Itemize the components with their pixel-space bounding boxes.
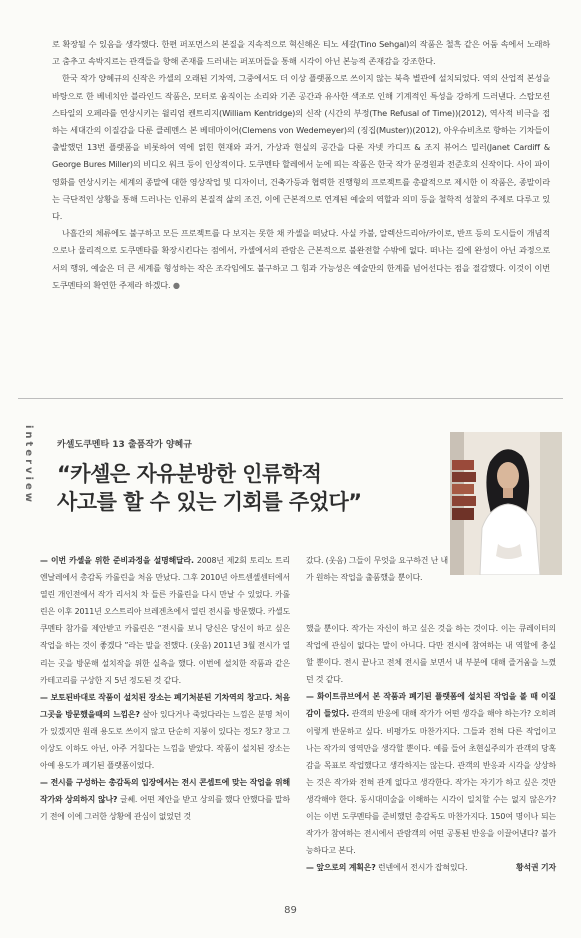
qa-item — [306, 688, 556, 859]
question: — 앞으로의 계획은? — [306, 863, 376, 873]
byline: 황석권 기자 — [516, 863, 556, 873]
question: — 이번 카셀을 위한 준비과정을 설명해달라. — [40, 556, 194, 565]
paragraph-text: 나흘간의 체류에도 불구하고 모든 프로젝트를 다 보지는 못한 채 카셀을 떠났다. 사실 카불, 알렉산드리아/카이로, 반프 등의 도시들이 개념적으로나 물리적으로 도쿠멘타를 확장시킨다는 점에서, 카셀에서의 관람은 근본적으로 불완전할 수밖에 없다. 떠나는 길에 완성이 아닌 과정으로서의 행위, 예술은 더 큰 세계를 형성하는 작은 조각임에도 불구하고 그 힘과 가능성은 예술만의 한계를 넘어선다는 점을 절감했다. 이것이 이번 도쿠멘타의 확연한 주제라 하겠다. — [52, 228, 550, 290]
interview-column-right-top — [306, 552, 448, 586]
end-mark: ● — [172, 279, 180, 290]
answer: 런넨에서 전시가 잡혀있다. — [375, 863, 468, 873]
qa-item — [40, 774, 290, 825]
paragraph: 한국 작가 양혜규의 신작은 카셀의 오래된 기차역, 그중에서도 더 이상 플랫폼으로 쓰이지 않는 북측 별관에 설치되었다. 역의 산업적 본성을 바탕으로 한 베네치안 블라인드 작품은, 모터로 움직이는 소리와 기존 공간과 유사한 색조로 인해 기계적인 특성을 강하게 드러낸다. 스탑모션 스타일의 오페라를 연상시키는 윌리엄 켄트리지(William Kentridge)의 신작 (시간의 부정(The Refusal of Time))(2012), 역사적 비극을 접하는 세대간의 이질감을 다룬 클레멘스 본 베데마이어(Clemens von Wedemeyer)의 (징집(Muster))(2012), 아우슈비츠로 향하는 기차들이 출발했던 13번 플랫폼을 비롯하여 역에 얽힌 현재와 과거, 가상과 현실의 공간을 다룬 자넷 카디프 & 조지 뷰어스 밀러(Janet Cardiff & George Bures Miller)의 비디오 워크 등이 인상적이다. 도쿠멘타 할레에서 눈에 띄는 작품은 한국 작가 문경원과 전준호의 신작이다. 사이 파이 영화를 연상시키는 세계의 종말에 대한 영상작업 및 디자이너, 건축가등과 협력한 진행형의 프로젝트를 총괄적으로 제시한 이 작품은, 종말이라는 극단적인 상황을 통해 드러나는 인류의 본질적 삶의 조건, 이에 근본적으로 연계된 예술의 역할과 의미 등을 철학적 성찰의 주제로 다루고 있다. — [52, 73, 550, 222]
headline-line: “카셀은 자유분방한 인류학적 — [57, 462, 322, 486]
answer: 글쎄. 어떤 제안을 받고 상의를 했다 안했다를 말하기 전에 이에 그러한 상황에 관심이 없었던 것 — [40, 795, 290, 822]
artist-portrait-photo — [450, 432, 562, 575]
section-label: interview — [23, 425, 34, 506]
answer: 관객의 반응에 대해 작가가 어떤 생각을 해야 하는가? 오히려 이렇게 반문하고 싶다. 비평가도 마찬가지다. 그들과 전혀 다른 작업이고 나는 작가의 영역만을 생각할 뿐이다. 예를 들어 초현실주의가 관객의 당혹감을 목표로 작업했다고 생각하지는 않는다. 관객의 반응과 시각을 상상하는 것은 작가와 전혀 관계 없다고 생각한다. 작가는 자기가 하고 싶은 것만 생각해야 한다. 동시대미술을 이해하는 시각이 일치할 수는 없지 않은가? 이는 이번 도쿠멘타를 준비했던 총감독도 마찬가지다. 150여 명이나 되는 작가가 참여하는 전시에서 관람객의 어떤 공통된 반응을 이끌어낸다? 불가능하다고 본다. — [306, 709, 556, 856]
article-body-top — [52, 36, 550, 294]
answer-continued: 했을 뿐이다. 작가는 자신이 하고 싶은 것을 하는 것이다. 이는 큐레이터의 작업에 관심이 없다는 말이 아니다. 다만 전시에 참여하는 내 역할에 충실할 뿐이다. 전시 끝나고 전체 전시를 보면서 내 부분에 대해 즐거움을 느꼈던 것 같다. — [306, 624, 556, 685]
interview-column-right — [306, 620, 556, 876]
portrait-illustration — [450, 432, 562, 575]
answer-continued: 갔다. (웃음) 그들이 무엇을 요구하건 난 내가 원하는 작업을 출품했을 뿐이다. — [306, 556, 448, 583]
page-number: 89 — [284, 905, 297, 916]
question: — 전시를 구성하는 총감독의 입장에서는 전시 콘셉트에 맞는 작업을 위해 작가와 상의하지 않나? — [40, 778, 290, 805]
paragraph — [52, 225, 550, 294]
answer: 살아 있다거나 죽었다라는 느낌은 분명 처이가 있겠지만 원래 용도로 쓰이지 않고 단순히 지붕이 있다는 정도? 창고 그 이상도 이하도 아닌, 아주 거칠다는 느낌을 받았다. 작품이 설치된 장소는 아예 용도가 폐기된 플랫폼이었다. — [40, 709, 291, 771]
qa-item — [40, 689, 290, 774]
qa-item — [40, 552, 290, 689]
interview-eyebrow: 카셀도쿠멘타 13 출품작가 양혜규 — [57, 440, 192, 450]
interview-headline — [57, 460, 362, 516]
section-divider — [18, 398, 563, 399]
qa-item — [306, 859, 556, 876]
question: — 보토된바대로 작품이 설치된 장소는 폐기처분된 기차역의 창고다. 처음 그곳을 방문했을때의 느낌은? — [40, 692, 290, 719]
question: — 화이트큐브에서 본 작품과 폐기된 플랫폼에 설치된 작업을 볼 때 이질감이 들었다. — [306, 692, 556, 719]
paragraph: 로 확장될 수 있음을 생각했다. 한편 퍼포먼스의 본질을 지속적으로 혁신해온 티노 세갈(Tino Sehgal)의 작품은 철흑 같은 어둠 속에서 노래하고 춤추고 속박지르는 관객들을 향해 존재를 드러내는 퍼포머들을 통해 시각이 아닌 본능적 존재감을 강조한다. — [52, 39, 550, 67]
interview-column-left — [40, 552, 290, 826]
headline-line: 사고를 할 수 있는 기회를 주었다” — [57, 490, 362, 514]
answer: 2008년 제2회 토리노 트리엔날레에서 총감독 카롤린을 처음 만났다. 그후 2010년 아트센셀센터에서 열린 개인전에서 작가 리서치 차 들른 카롤린을 다시 만날 수 있었다. 카롤린은 이후 2011년 오스트리아 브레겐츠에서 열린 전시를 방문했다. 카셀도쿠멘타 참가를 제안받고 카롤린은 “전시를 보니 당신은 당신이 하고 싶은 작업을 하는 것이 좋겠다 ”라는 말을 전했다. (웃음) 2011년 3월 전시가 열리는 곳을 방문해 설치작을 위한 실측을 했다. 이번에 설치한 작품과 같은 카테고리를 구상한 지 5년 정도된 것 같다. — [40, 556, 290, 685]
